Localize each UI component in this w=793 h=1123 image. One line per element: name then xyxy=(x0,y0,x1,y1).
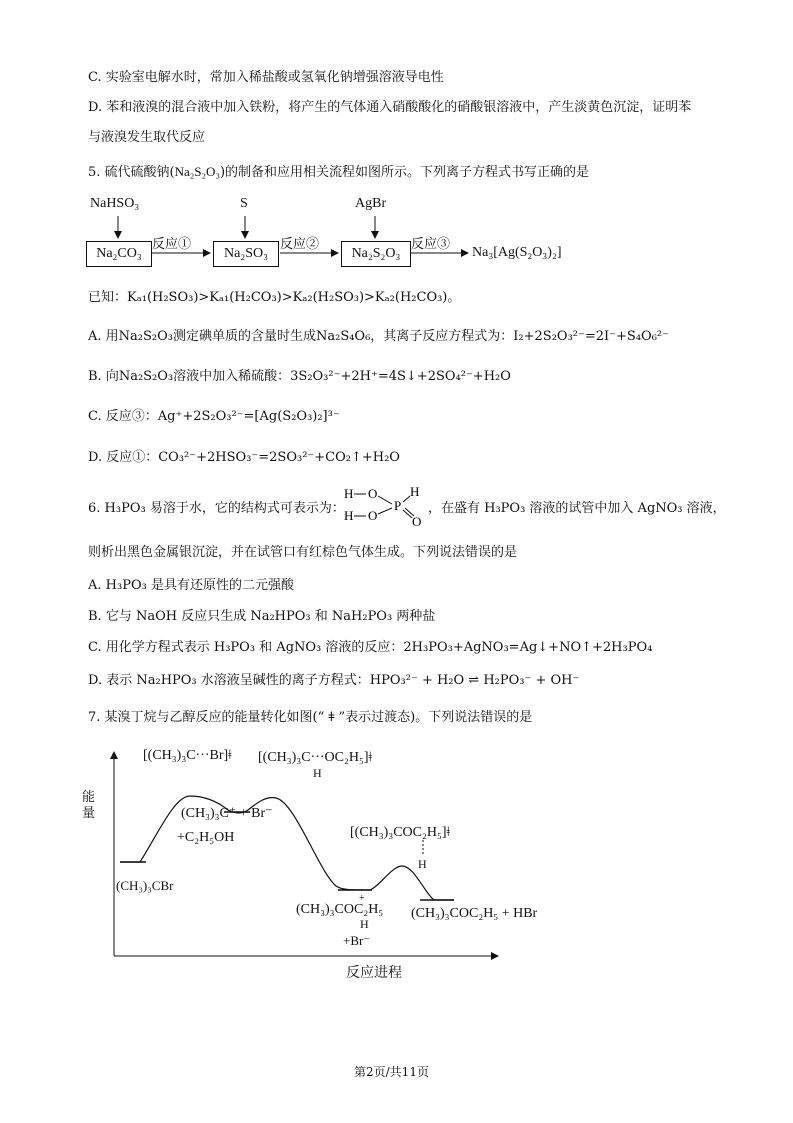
q6-option-a: A. H₃PO₃ 是具有还原性的二元强酸 xyxy=(88,578,294,593)
q6-stem-line2: 则析出黑色金属银沉淀，并在试管口有红棕色气体生成。下列说法错误的是 xyxy=(88,545,518,560)
h3po3-structure xyxy=(340,484,430,530)
energy-diagram xyxy=(80,740,520,990)
struct-h3: H xyxy=(410,484,420,499)
intermediate-2-h: H xyxy=(360,917,369,931)
x-axis-label: 反应进程 xyxy=(346,965,402,981)
q5-option-c: C. 反应③：Ag⁺+2S₂O₃²⁻=[Ag(S₂O₃)₂]³⁻ xyxy=(88,409,340,424)
q6-option-b: B. 它与 NaOH 反应只生成 Na₂HPO₃ 和 NaH₂PO₃ 两种盐 xyxy=(88,609,436,624)
option-d-prev-line2: 与液溴发生取代反应 xyxy=(88,130,206,145)
intermediate-2-label: (CH₃)₃COC₂H₅ xyxy=(296,902,384,917)
struct-h1: H xyxy=(344,486,354,501)
q5-stem-pre: 5. 硫代硫酸钠( xyxy=(88,165,175,180)
q5-option-d: D. 反应①：CO₃²⁻+2HSO₃⁻=2SO₃²⁻+CO₂↑+H₂O xyxy=(88,450,400,465)
y-axis-label: 能量 xyxy=(82,790,96,821)
q5-option-b: B. 向Na₂S₂O₃溶液中加入稀硫酸：3S₂O₃²⁻+2H⁺=4S↓+2SO₄²⁻+H₂O xyxy=(88,369,511,384)
q6-stem-post: ，在盛有 H₃PO₃ 溶液的试管中加入 AgNO₃ 溶液， xyxy=(428,501,726,516)
q5-option-a: A. 用Na₂S₂O₃测定碘单质的含量时生成Na₂S₄O₆，其离子反应方程式为：I₂+2S₂O₃²⁻=2I⁻+S₄O₆²⁻ xyxy=(88,329,669,344)
flow-arrow-label-3: 反应③ xyxy=(411,237,451,252)
page-footer: 第2页/共11页 xyxy=(354,1065,429,1079)
ts3-label: [(CH₃)₃COC₂H₅]ǂ xyxy=(350,825,451,840)
struct-h2: H xyxy=(344,508,354,523)
flow-box-1: Na₂CO₃ xyxy=(86,241,152,267)
struct-o3: O xyxy=(412,514,422,529)
struct-o2: O xyxy=(368,508,378,523)
flow-input-2: S xyxy=(240,196,248,211)
q6-stem-pre: 6. H₃PO₃ 易溶于水，它的结构式可表示为： xyxy=(88,501,345,516)
struct-bond-p-h3 xyxy=(403,496,410,502)
q6-option-d: D. 表示 Na₂HPO₃ 水溶液呈碱性的离子方程式：HPO₃²⁻ + H₂O ⇌ H₂PO₃⁻ + OH⁻ xyxy=(88,673,580,688)
product-label: (CH₃)₃COC₂H₅ + HBr xyxy=(411,906,538,921)
reactant-label: (CH₃)₃CBr xyxy=(116,878,174,893)
flow-input-1: NaHSO₃ xyxy=(90,196,140,211)
struct-bond-o1-p xyxy=(378,496,392,504)
flow-box-3: Na₂S₂O₃ xyxy=(341,241,411,267)
flow-arrow-label-2: 反应② xyxy=(280,237,320,252)
ts1-label: [(CH₃)₃C···Br]ǂ xyxy=(143,748,232,763)
struct-bond-p-o3-a xyxy=(403,510,412,518)
intermediate-1-label: (CH₃)₃C⁺ + Br⁻ xyxy=(181,806,273,821)
option-c-prev: C. 实验室电解水时，常加入稀盐酸或氢氧化钠增强溶液导电性 xyxy=(88,70,444,85)
q6-option-c: C. 用化学方程式表示 H₃PO₃ 和 AgNO₃ 溶液的反应：2H₃PO₃+AgNO₃=Ag↓+NO↑+2H₃PO₄ xyxy=(88,640,653,655)
q5-stem-chem: Na₂S₂O₃ xyxy=(174,164,220,179)
intermediate-2-br: +Br⁻ xyxy=(343,933,371,948)
struct-bond-o2-p xyxy=(378,508,392,514)
intermediate-1-ethanol: +C₂H₅OH xyxy=(177,830,235,845)
flow-box-2: Na₂SO₃ xyxy=(213,241,279,267)
flow-product: Na₃[Ag(S₂O₃)₂] xyxy=(472,245,562,260)
ts2-h: H xyxy=(313,766,322,780)
intermediate-2-plus: + xyxy=(359,893,365,904)
flow-input-3: AgBr xyxy=(355,196,387,211)
q5-stem-post: )的制备和应用相关流程如图所示。下列离子方程式书写正确的是 xyxy=(219,165,590,180)
flow-arrow-label-1: 反应① xyxy=(152,237,192,252)
ts2-label: [(CH₃)₃C···OC₂H₅]ǂ xyxy=(258,750,372,765)
q5-stem xyxy=(88,161,589,180)
option-d-prev-line1: D. 苯和液溴的混合液中加入铁粉，将产生的气体通入硝酸酸化的硝酸银溶液中，产生淡黄色沉淀，证明苯 xyxy=(88,100,692,115)
q7-stem: 7. 某溴丁烷与乙醇反应的能量转化如图(“ ǂ ”表示过渡态)。下列说法错误的是 xyxy=(88,710,533,725)
ts3-h: H xyxy=(418,857,427,871)
q5-known: 已知：Kₐ₁(H₂SO₃)>Kₐ₁(H₂CO₃)>Kₐ₂(H₂SO₃)>Kₐ₂(H₂CO₃)。 xyxy=(88,290,461,305)
struct-p: P xyxy=(394,498,402,513)
struct-o1: O xyxy=(368,486,378,501)
